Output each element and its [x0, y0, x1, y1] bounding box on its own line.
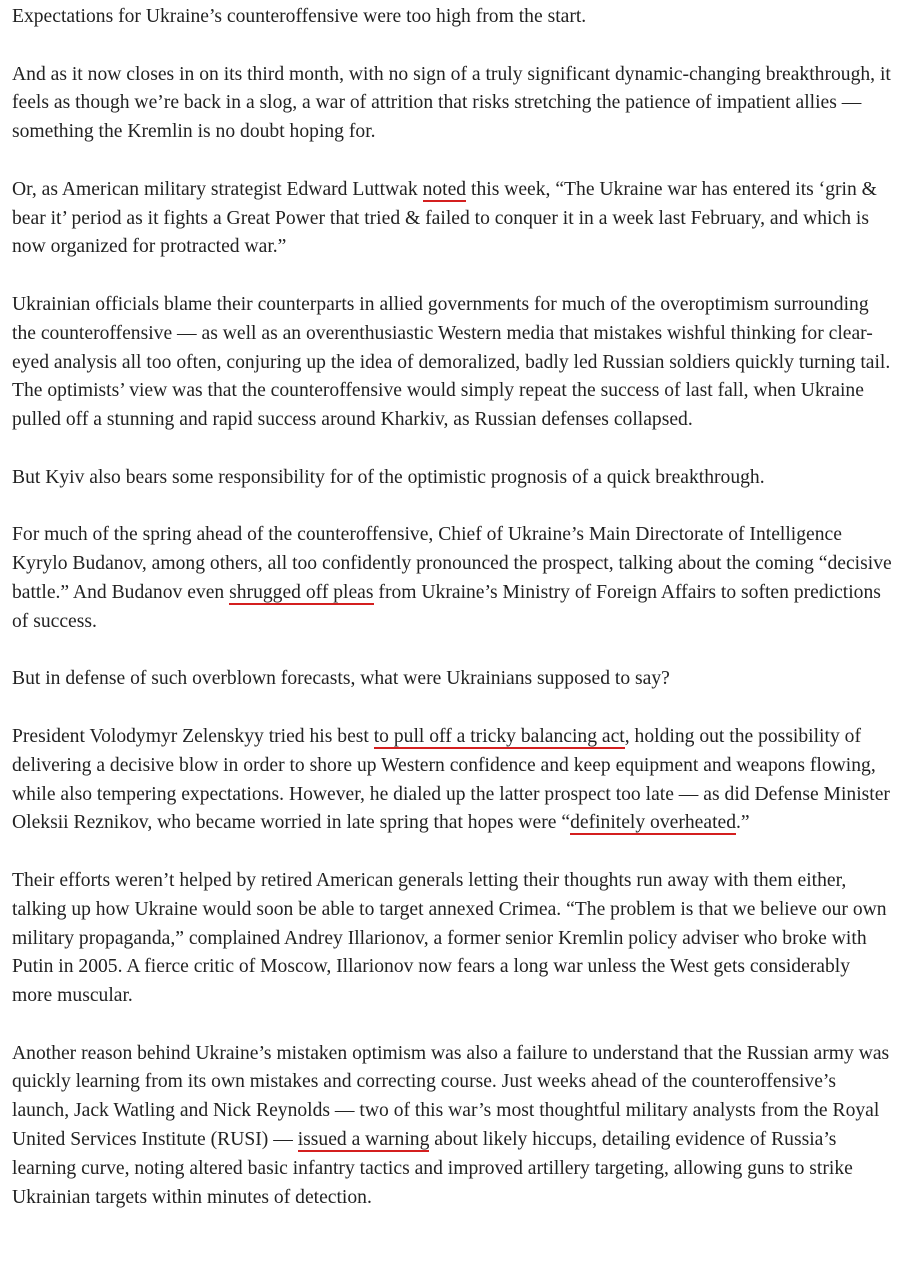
link-definitely-overheated[interactable]: definitely overheated — [570, 812, 737, 834]
link-shrugged-off-pleas[interactable]: shrugged off pleas — [229, 581, 374, 603]
paragraph-3 — [12, 176, 894, 262]
paragraph-8-text-middle: , holding out the possibility of delivering a decisive blow in order to shore up Western confidence and keep equipment and weapons flowing, while also tempering expectations. However, he dialed up the latter prospect too late — as did Defense Minister Oleksii Reznikov, who became worried in late spring that hopes were “ — [12, 725, 890, 834]
paragraph-3-text-before: Or, as American military strategist Edward Luttwak — [12, 178, 423, 200]
link-tricky-balancing-act[interactable]: to pull off a tricky balancing act — [373, 725, 625, 747]
paragraph-7: But in defense of such overblown forecasts, what were Ukrainians supposed to say? — [12, 668, 670, 690]
paragraph-2: And as it now closes in on its third month, with no sign of a truly significant dynamic-changing breakthrough, it feels as though we’re back in a slog, a war of attrition that risks stretching the patience of impatient allies — something the Kremlin is no doubt hoping for. — [12, 63, 891, 143]
paragraph-4: Ukrainian officials blame their counterparts in allied governments for much of the overoptimism surrounding the counteroffensive — as well as an overenthusiastic Western media that mistakes wishful thinking for clear-eyed analysis all too often, conjuring up the idea of demoralized, badly led Russian soldiers quickly turning tail. The optimists’ view was that the counteroffensive would simply repeat the success of last fall, when Ukraine pulled off a stunning and rapid success around Kharkiv, as Russian defenses collapsed. — [12, 293, 891, 431]
paragraph-10 — [12, 1040, 894, 1213]
paragraph-6-text-after: from Ukraine’s Ministry of Foreign Affairs to soften predictions of success. — [12, 581, 881, 632]
link-issued-a-warning[interactable]: issued a warning — [297, 1129, 430, 1151]
paragraph-6-text-before: For much of the spring ahead of the counteroffensive, Chief of Ukraine’s Main Directorate of Intelligence Kyrylo Budanov, among others, all too confidently pronounced the prospect, talking about the coming “decisive battle.” And Budanov even — [12, 524, 892, 603]
paragraph-8-text-before: President Volodymyr Zelenskyy tried his best — [12, 725, 374, 747]
paragraph-8 — [12, 723, 894, 838]
paragraph-10-text-after: about likely hiccups, detailing evidence of Russia’s learning curve, noting altered basic infantry tactics and improved artillery targeting, allowing guns to strike Ukrainian targets within minutes of detection. — [12, 1129, 853, 1208]
article-body — [12, 3, 894, 1241]
link-noted[interactable]: noted — [422, 178, 467, 200]
paragraph-5: But Kyiv also bears some responsibility for of the optimistic prognosis of a quick breakthrough. — [12, 466, 765, 488]
paragraph-9: Their efforts weren’t helped by retired American generals letting their thoughts run away with them either, talking up how Ukraine would soon be able to target annexed Crimea. “The problem is that we believe our own military propaganda,” complained Andrey Illarionov, a former senior Kremlin policy adviser who broke with Putin in 2005. A fierce critic of Moscow, Illarionov now fears a long war unless the West gets considerably more muscular. — [12, 869, 887, 1007]
paragraph-1: Expectations for Ukraine’s counteroffensive were too high from the start. — [12, 6, 587, 27]
paragraph-8-text-after: .” — [736, 812, 750, 834]
paragraph-3-text-after: this week, “The Ukraine war has entered its ‘grin & bear it’ period as it fights a Great Power that tried & failed to conquer it in a week last February, and which is now organized for protracted war.” — [12, 178, 877, 258]
paragraph-6 — [12, 521, 894, 636]
paragraph-10-text-before: Another reason behind Ukraine’s mistaken optimism was also a failure to understand that the Russian army was quickly learning from its own mistakes and correcting course. Just weeks ahead of the counteroffensive’s launch, Jack Watling and Nick Reynolds — two of this war’s most thoughtful military analysts from the Royal United Services Institute (RUSI) — — [12, 1042, 890, 1151]
